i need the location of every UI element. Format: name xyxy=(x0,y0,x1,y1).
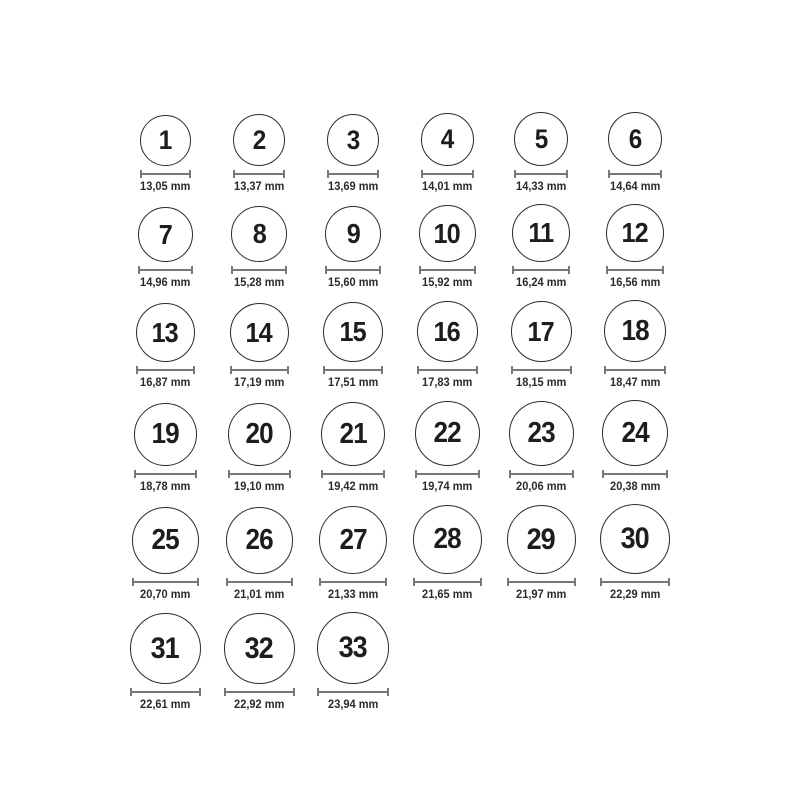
ring-size-number: 6 xyxy=(628,123,642,154)
measure-bar xyxy=(413,581,482,583)
measure-bar xyxy=(130,691,201,693)
ring-circle xyxy=(321,402,385,466)
measure-bar xyxy=(509,473,574,475)
measure-bar xyxy=(514,173,568,175)
ring-size-number: 3 xyxy=(346,124,360,155)
ring-circle xyxy=(606,204,664,262)
ring-size-number: 21 xyxy=(339,417,367,450)
diameter-label: 14,64 mm xyxy=(609,181,661,193)
diameter-measure-line xyxy=(600,578,670,586)
ring-size-number: 13 xyxy=(151,316,179,348)
measure-tick-left xyxy=(602,470,604,478)
measure-tick-right xyxy=(574,578,576,586)
measure-tick-right xyxy=(387,688,389,696)
ring-size-number: 23 xyxy=(527,417,555,449)
ring-size-number: 4 xyxy=(440,124,454,154)
diameter-label: 13,05 mm xyxy=(139,181,191,193)
diameter-measure-line xyxy=(512,266,570,274)
measure-tick-left xyxy=(228,470,230,478)
ring-circle xyxy=(511,301,572,362)
measure-tick-left xyxy=(415,470,417,478)
measure-tick-right xyxy=(289,470,291,478)
ring-size-number: 14 xyxy=(245,316,273,348)
measure-tick-left xyxy=(231,266,233,274)
diameter-measure-line xyxy=(415,470,480,478)
measure-tick-left xyxy=(417,366,419,374)
measure-tick-left xyxy=(130,688,132,696)
measure-tick-right xyxy=(472,170,474,178)
ring-size-number: 28 xyxy=(433,523,461,555)
ring-size-cell xyxy=(306,114,400,193)
ring-size-cell xyxy=(588,400,682,493)
diameter-measure-line xyxy=(413,578,482,586)
ring-size-number: 17 xyxy=(527,315,555,347)
measure-bar xyxy=(604,369,666,371)
measure-tick-right xyxy=(195,470,197,478)
measure-bar xyxy=(321,473,385,475)
diameter-label: 20,70 mm xyxy=(139,589,191,601)
diameter-label: 21,33 mm xyxy=(327,589,379,601)
ring-size-row xyxy=(118,400,682,493)
ring-size-cell xyxy=(494,401,588,493)
measure-tick-right xyxy=(287,366,289,374)
ring-circle xyxy=(230,303,289,362)
measure-tick-left xyxy=(321,470,323,478)
measure-tick-left xyxy=(323,366,325,374)
measure-tick-left xyxy=(608,170,610,178)
ring-size-cell xyxy=(306,506,400,601)
diameter-label: 15,92 mm xyxy=(421,277,473,289)
measure-bar xyxy=(417,369,478,371)
diameter-label: 17,51 mm xyxy=(327,377,379,389)
measure-bar xyxy=(233,173,285,175)
measure-tick-left xyxy=(230,366,232,374)
measure-tick-right xyxy=(283,170,285,178)
measure-tick-right xyxy=(189,170,191,178)
ring-size-cell xyxy=(588,112,682,193)
diameter-measure-line xyxy=(136,366,195,374)
measure-tick-right xyxy=(293,688,295,696)
measure-tick-right xyxy=(379,266,381,274)
measure-bar xyxy=(323,369,383,371)
measure-bar xyxy=(224,691,295,693)
measure-tick-left xyxy=(509,470,511,478)
diameter-label: 16,24 mm xyxy=(515,277,567,289)
diameter-measure-line xyxy=(134,470,197,478)
diameter-measure-line xyxy=(140,170,191,178)
measure-bar xyxy=(512,269,570,271)
ring-circle xyxy=(325,206,381,262)
measure-tick-right xyxy=(668,578,670,586)
measure-tick-right xyxy=(381,366,383,374)
ring-size-cell xyxy=(400,301,494,389)
measure-tick-right xyxy=(666,470,668,478)
ring-circle xyxy=(602,400,668,466)
ring-circle xyxy=(327,114,379,166)
ring-size-cell xyxy=(306,402,400,493)
ring-size-number: 20 xyxy=(245,418,273,450)
ring-size-number: 18 xyxy=(621,314,649,347)
ring-size-number: 31 xyxy=(150,631,180,665)
ring-size-cell xyxy=(400,401,494,493)
measure-tick-right xyxy=(197,578,199,586)
ring-circle xyxy=(600,504,670,574)
measure-tick-left xyxy=(134,470,136,478)
measure-tick-right xyxy=(480,578,482,586)
ring-size-number: 27 xyxy=(339,523,367,556)
ring-size-cell xyxy=(118,613,212,711)
diameter-label: 21,97 mm xyxy=(515,589,567,601)
diameter-label: 19,74 mm xyxy=(421,481,473,493)
diameter-label: 16,56 mm xyxy=(609,277,661,289)
diameter-label: 22,29 mm xyxy=(609,589,661,601)
ring-size-number: 25 xyxy=(151,524,179,556)
measure-tick-right xyxy=(199,688,201,696)
ring-circle xyxy=(134,403,197,466)
diameter-label: 15,28 mm xyxy=(233,277,285,289)
measure-tick-left xyxy=(327,170,329,178)
diameter-measure-line xyxy=(514,170,568,178)
measure-tick-left xyxy=(413,578,415,586)
measure-tick-left xyxy=(132,578,134,586)
diameter-label: 18,78 mm xyxy=(139,481,191,493)
measure-tick-right xyxy=(662,266,664,274)
measure-bar xyxy=(140,173,191,175)
diameter-label: 17,19 mm xyxy=(233,377,285,389)
ring-size-cell xyxy=(306,612,400,711)
measure-bar xyxy=(230,369,289,371)
ring-size-number: 26 xyxy=(245,524,273,556)
ring-circle xyxy=(507,505,576,574)
diameter-label: 21,65 mm xyxy=(421,589,473,601)
ring-size-number: 24 xyxy=(621,416,649,449)
ring-size-cell xyxy=(212,114,306,193)
measure-tick-right xyxy=(478,470,480,478)
measure-bar xyxy=(317,691,389,693)
ring-size-cell xyxy=(588,204,682,289)
diameter-label: 16,87 mm xyxy=(139,377,191,389)
diameter-label: 14,33 mm xyxy=(515,181,567,193)
diameter-label: 17,83 mm xyxy=(421,377,473,389)
ring-circle xyxy=(509,401,574,466)
ring-size-number: 16 xyxy=(433,315,461,347)
ring-size-row xyxy=(118,612,682,711)
measure-tick-right xyxy=(383,470,385,478)
diameter-measure-line xyxy=(132,578,199,586)
ring-size-cell xyxy=(400,205,494,289)
measure-tick-right xyxy=(291,578,293,586)
diameter-measure-line xyxy=(226,578,293,586)
diameter-measure-line xyxy=(511,366,572,374)
diameter-measure-line xyxy=(604,366,666,374)
ring-size-cell xyxy=(118,403,212,493)
measure-tick-left xyxy=(317,688,319,696)
ring-circle xyxy=(419,205,476,262)
measure-tick-right xyxy=(566,170,568,178)
diameter-label: 14,96 mm xyxy=(139,277,191,289)
ring-circle xyxy=(512,204,570,262)
ring-size-cell xyxy=(494,301,588,389)
ring-circle xyxy=(608,112,662,166)
ring-circle xyxy=(233,114,285,166)
diameter-label: 20,06 mm xyxy=(515,481,567,493)
ring-size-row xyxy=(118,300,682,389)
ring-size-cell xyxy=(212,206,306,289)
measure-bar xyxy=(134,473,197,475)
diameter-measure-line xyxy=(419,266,476,274)
measure-tick-right xyxy=(476,366,478,374)
diameter-label: 18,47 mm xyxy=(609,377,661,389)
measure-bar xyxy=(138,269,193,271)
ring-circle xyxy=(136,303,195,362)
ring-size-cell xyxy=(118,115,212,193)
measure-tick-left xyxy=(138,266,140,274)
ring-circle xyxy=(224,613,295,684)
diameter-measure-line xyxy=(417,366,478,374)
measure-bar xyxy=(132,581,199,583)
diameter-measure-line xyxy=(509,470,574,478)
measure-bar xyxy=(511,369,572,371)
diameter-measure-line xyxy=(224,688,295,696)
measure-tick-left xyxy=(233,170,235,178)
measure-tick-left xyxy=(512,266,514,274)
measure-tick-right xyxy=(664,366,666,374)
ring-size-chart xyxy=(118,0,682,711)
measure-tick-left xyxy=(226,578,228,586)
ring-size-cell xyxy=(400,505,494,601)
diameter-measure-line xyxy=(130,688,201,696)
ring-size-cell xyxy=(118,207,212,289)
measure-tick-left xyxy=(325,266,327,274)
measure-tick-right xyxy=(660,170,662,178)
diameter-label: 23,94 mm xyxy=(327,699,379,711)
ring-size-cell xyxy=(588,504,682,601)
ring-circle xyxy=(138,207,193,262)
ring-size-row xyxy=(118,112,682,193)
diameter-measure-line xyxy=(228,470,291,478)
ring-size-cell xyxy=(118,507,212,601)
ring-size-number: 15 xyxy=(339,316,367,347)
measure-bar xyxy=(319,581,387,583)
ring-size-number: 12 xyxy=(621,217,649,248)
measure-bar xyxy=(600,581,670,583)
measure-tick-left xyxy=(507,578,509,586)
diameter-measure-line xyxy=(507,578,576,586)
ring-size-number: 30 xyxy=(620,522,650,555)
measure-bar xyxy=(606,269,664,271)
ring-size-cell xyxy=(212,303,306,389)
ring-circle xyxy=(514,112,568,166)
measure-tick-right xyxy=(377,170,379,178)
ring-circle xyxy=(317,612,389,684)
ring-circle xyxy=(604,300,666,362)
measure-bar xyxy=(228,473,291,475)
measure-bar xyxy=(327,173,379,175)
ring-size-cell xyxy=(306,302,400,389)
diameter-measure-line xyxy=(327,170,379,178)
measure-tick-left xyxy=(319,578,321,586)
diameter-measure-line xyxy=(321,470,385,478)
ring-circle xyxy=(231,206,287,262)
diameter-label: 21,01 mm xyxy=(233,589,285,601)
ring-size-cell xyxy=(400,113,494,193)
measure-tick-left xyxy=(224,688,226,696)
measure-tick-left xyxy=(600,578,602,586)
ring-circle xyxy=(323,302,383,362)
diameter-label: 20,38 mm xyxy=(609,481,661,493)
diameter-measure-line xyxy=(602,470,668,478)
ring-size-number: 7 xyxy=(158,218,172,250)
measure-bar xyxy=(325,269,381,271)
ring-size-number: 9 xyxy=(346,218,360,249)
ring-size-row xyxy=(118,204,682,289)
ring-size-cell xyxy=(588,300,682,389)
ring-size-cell xyxy=(494,112,588,193)
ring-size-cell xyxy=(118,303,212,389)
diameter-label: 14,01 mm xyxy=(421,181,473,193)
diameter-measure-line xyxy=(325,266,381,274)
measure-tick-left xyxy=(140,170,142,178)
ring-circle xyxy=(132,507,199,574)
measure-tick-right xyxy=(474,266,476,274)
diameter-label: 22,61 mm xyxy=(139,699,191,711)
diameter-measure-line xyxy=(230,366,289,374)
ring-size-row xyxy=(118,504,682,601)
measure-tick-right xyxy=(572,470,574,478)
measure-bar xyxy=(136,369,195,371)
measure-bar xyxy=(608,173,662,175)
ring-size-number: 33 xyxy=(338,631,368,664)
ring-circle xyxy=(130,613,201,684)
measure-tick-left xyxy=(606,266,608,274)
diameter-measure-line xyxy=(608,170,662,178)
ring-size-number: 1 xyxy=(158,125,172,155)
ring-size-number: 11 xyxy=(528,217,554,248)
ring-circle xyxy=(415,401,480,466)
ring-circle xyxy=(417,301,478,362)
ring-size-cell xyxy=(212,403,306,493)
diameter-label: 18,15 mm xyxy=(515,377,567,389)
measure-tick-left xyxy=(514,170,516,178)
measure-tick-right xyxy=(568,266,570,274)
ring-size-cell xyxy=(494,204,588,289)
ring-size-number: 32 xyxy=(244,631,274,665)
measure-tick-left xyxy=(421,170,423,178)
ring-circle xyxy=(413,505,482,574)
ring-size-cell xyxy=(306,206,400,289)
measure-tick-right xyxy=(285,266,287,274)
measure-tick-right xyxy=(385,578,387,586)
measure-bar xyxy=(507,581,576,583)
ring-size-number: 22 xyxy=(433,417,461,449)
diameter-measure-line xyxy=(319,578,387,586)
diameter-measure-line xyxy=(421,170,474,178)
measure-bar xyxy=(226,581,293,583)
diameter-measure-line xyxy=(233,170,285,178)
diameter-measure-line xyxy=(317,688,389,696)
diameter-measure-line xyxy=(138,266,193,274)
ring-circle xyxy=(140,115,191,166)
measure-tick-left xyxy=(604,366,606,374)
ring-circle xyxy=(421,113,474,166)
measure-bar xyxy=(231,269,287,271)
measure-bar xyxy=(419,269,476,271)
measure-tick-right xyxy=(191,266,193,274)
ring-size-number: 8 xyxy=(252,218,266,249)
measure-tick-left xyxy=(419,266,421,274)
diameter-label: 19,10 mm xyxy=(233,481,285,493)
measure-bar xyxy=(415,473,480,475)
ring-size-number: 29 xyxy=(526,522,556,556)
measure-tick-right xyxy=(193,366,195,374)
diameter-label: 13,69 mm xyxy=(327,181,379,193)
diameter-measure-line xyxy=(231,266,287,274)
diameter-label: 19,42 mm xyxy=(327,481,379,493)
measure-tick-left xyxy=(511,366,513,374)
ring-circle xyxy=(226,507,293,574)
diameter-label: 15,60 mm xyxy=(327,277,379,289)
ring-circle xyxy=(319,506,387,574)
ring-size-number: 5 xyxy=(534,123,548,154)
diameter-measure-line xyxy=(323,366,383,374)
ring-size-cell xyxy=(212,613,306,711)
measure-tick-left xyxy=(136,366,138,374)
diameter-label: 22,92 mm xyxy=(233,699,285,711)
diameter-label: 13,37 mm xyxy=(233,181,285,193)
ring-size-number: 19 xyxy=(151,418,179,450)
ring-size-cell xyxy=(494,505,588,601)
measure-bar xyxy=(421,173,474,175)
ring-size-number: 2 xyxy=(252,124,266,155)
ring-size-cell xyxy=(212,507,306,601)
ring-circle xyxy=(228,403,291,466)
diameter-measure-line xyxy=(606,266,664,274)
ring-size-number: 10 xyxy=(433,217,461,249)
measure-bar xyxy=(602,473,668,475)
measure-tick-right xyxy=(570,366,572,374)
